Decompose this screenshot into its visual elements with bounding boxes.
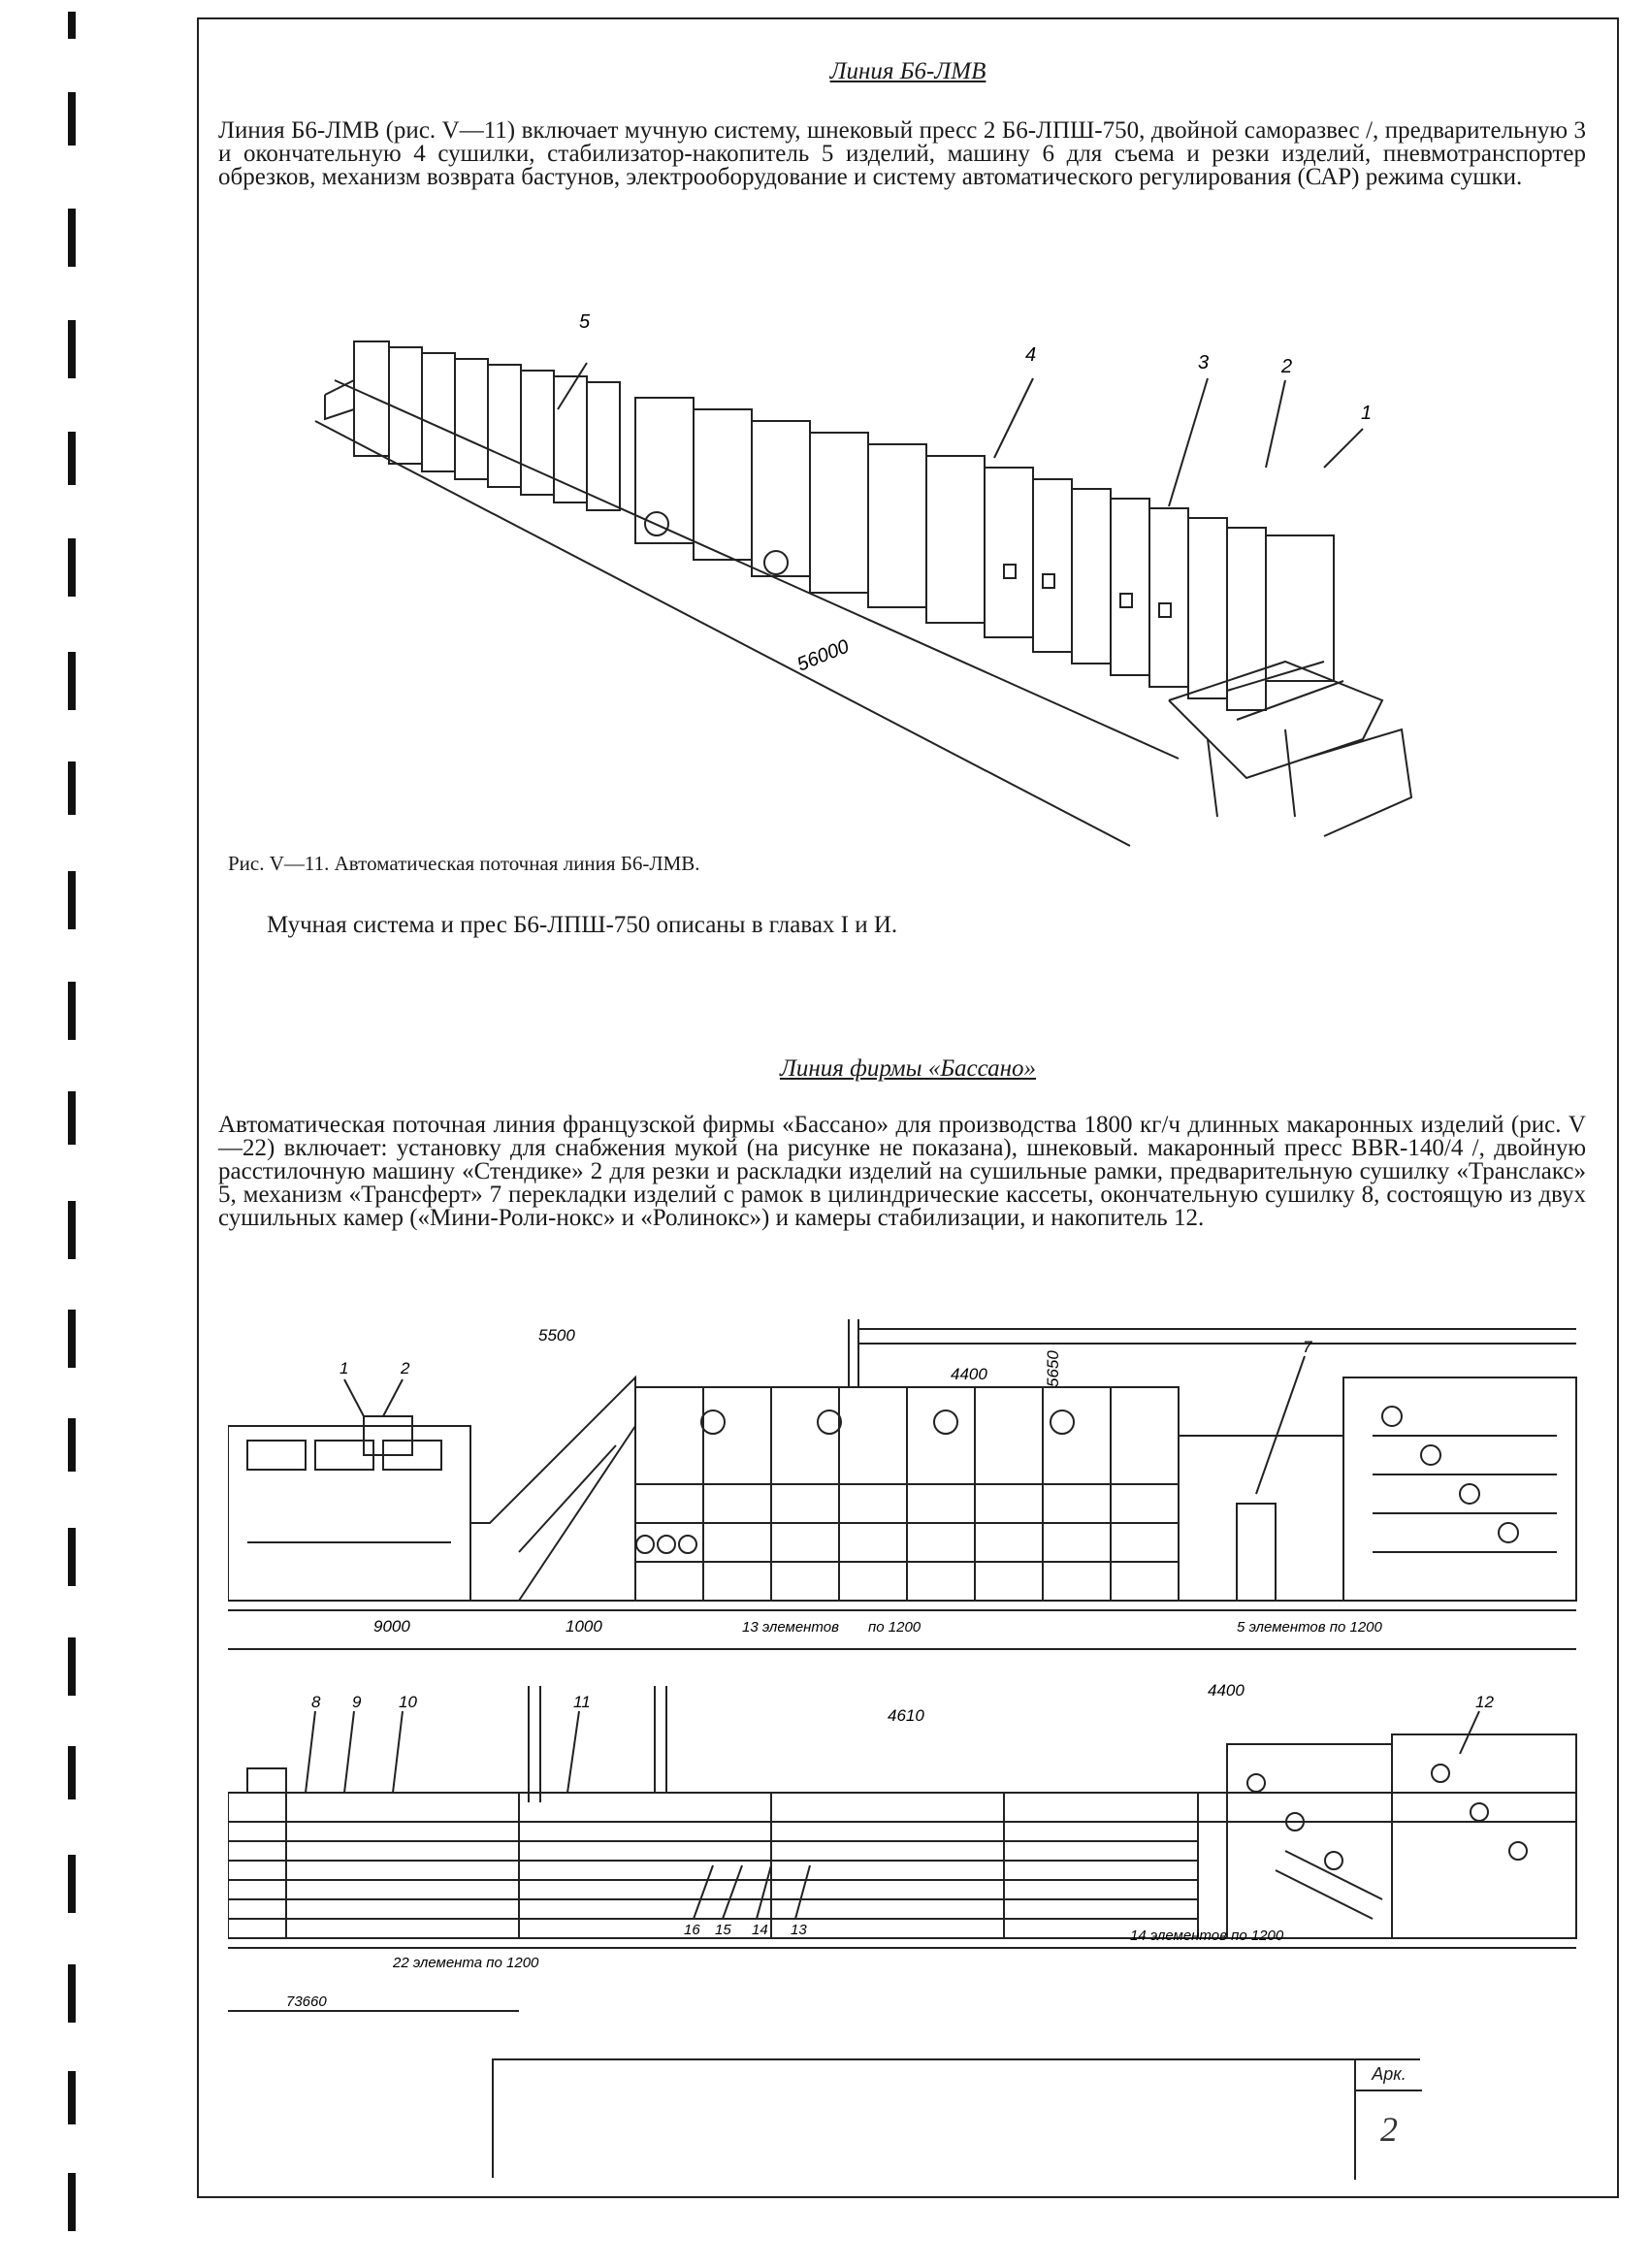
figure-bassano-top [228,1319,1586,1669]
dim-4610: 4610 [888,1706,924,1725]
binding-mark [68,12,76,39]
dimension-56000: 56000 [793,635,853,676]
binding-mark [68,871,76,929]
dim-5-elements: 5 элементов по 1200 [1237,1619,1382,1636]
figure-b6-lmv-drawing [296,274,1421,856]
binding-mark [68,432,76,485]
dim-po-1200: по 1200 [868,1619,922,1636]
dim-5500: 5500 [538,1326,575,1345]
title-block-stamp [492,2058,1420,2178]
label-n8: 8 [311,1693,321,1711]
dim-13-elements: 13 элементов [742,1619,839,1636]
label-n16: 16 [684,1922,700,1938]
dim-9000: 9000 [373,1617,410,1636]
dim-5650: 5650 [1044,1350,1062,1387]
label-n12: 12 [1475,1693,1494,1711]
binding-mark [68,1201,76,1259]
figure-bassano-bottom [228,1676,1586,2025]
label-4: 4 [1025,344,1037,366]
binding-mark [68,1637,76,1696]
label-1: 1 [1361,403,1373,424]
sheet-label: Арк. [1372,2064,1406,2084]
dim-14-elements: 14 элементов по 1200 [1130,1928,1284,1944]
binding-mark [68,652,76,710]
label-5: 5 [579,311,591,333]
section-title-bassano: Линия фирмы «Бассано» [779,1055,1037,1082]
sheet-number-cell [1354,2060,1422,2180]
paragraph-bassano: Автоматическая поточная линия французской фирмы «Бассано» для производства 1800 кг/ч длинных макаронных изделий (рис. V—22) включает: установку для снабжения мукой (на рисунке не показана), шнековый. макаронный пресс BBR-140/4 /, двойную расстилочную машину «Стендике» 2 для резки и раскладки изделий на сушильные рамки, предварительную сушилку «Транслакс» 5, механизм «Трансферт» 7 перекладки изделий с рамок в цилиндрические кассеты, окончательную сушилку 8, состоящую из двух сушильных камер («Мини-Роли-нокс» и «Ролинокс») и камеры стабилизации, и накопитель 12. [218,1112,1586,1231]
binding-mark [68,209,76,267]
binding-mark [68,1746,76,1799]
cell-divider [1356,2090,1422,2091]
binding-mark [68,1418,76,1472]
figure-b6-lmv [296,274,1421,856]
label-n10: 10 [399,1693,417,1711]
binding-mark [68,2173,76,2231]
page-frame [197,17,1619,2198]
binding-mark [68,320,76,378]
section-title-b6-lmv: Линия Б6-ЛМВ [829,58,986,84]
label-n7: 7 [1303,1338,1312,1356]
label-n11: 11 [573,1693,591,1711]
binding-mark [68,1310,76,1368]
label-n14: 14 [752,1922,768,1938]
label-3: 3 [1198,352,1210,373]
binding-mark [68,1528,76,1586]
binding-mark [68,538,76,597]
note-flour-system: Мучная система и прес Б6-ЛПШ-750 описаны в главах I и И. [267,912,898,938]
dim-4400-top: 4400 [951,1365,987,1383]
figure-caption-v11: Рис. V—11. Автоматическая поточная линия Б6-ЛМВ. [228,852,700,875]
binding-mark [68,1964,76,2023]
label-n13: 13 [791,1922,807,1938]
dim-1000: 1000 [566,1617,602,1636]
paragraph-b6-lmv: Линия Б6-ЛМВ (рис. V—11) включает мучную систему, шнековый пресс 2 Б6-ЛПШ-750, двойной саморазвес /, предварительную 3 и окончательную 4 сушилки, стабилизатор-накопитель 5 изделий, машину 6 для съема и резки изделий, пневмотранспортер обрезков, механизм возврата бастунов, электрооборудование и систему автоматического регулирования (САР) режима сушки. [218,117,1586,190]
binding-mark [68,1855,76,1913]
figure-bassano-bottom-drawing [228,1676,1586,2025]
binding-mark [68,982,76,1040]
binding-mark [68,1091,76,1145]
binding-mark [68,2071,76,2124]
label-n9: 9 [352,1693,362,1711]
sheet-number: 2 [1380,2110,1398,2149]
label-n15: 15 [715,1922,731,1938]
dim-73660: 73660 [286,1993,327,2010]
label-2: 2 [1281,356,1293,377]
binding-mark [68,92,76,146]
binding-mark [68,761,76,815]
dim-4400-bottom: 4400 [1208,1681,1245,1700]
dim-22-elements: 22 элемента по 1200 [393,1955,539,1971]
label-n1: 1 [340,1359,349,1377]
label-n2: 2 [401,1359,410,1377]
figure-bassano-top-drawing [228,1319,1586,1669]
